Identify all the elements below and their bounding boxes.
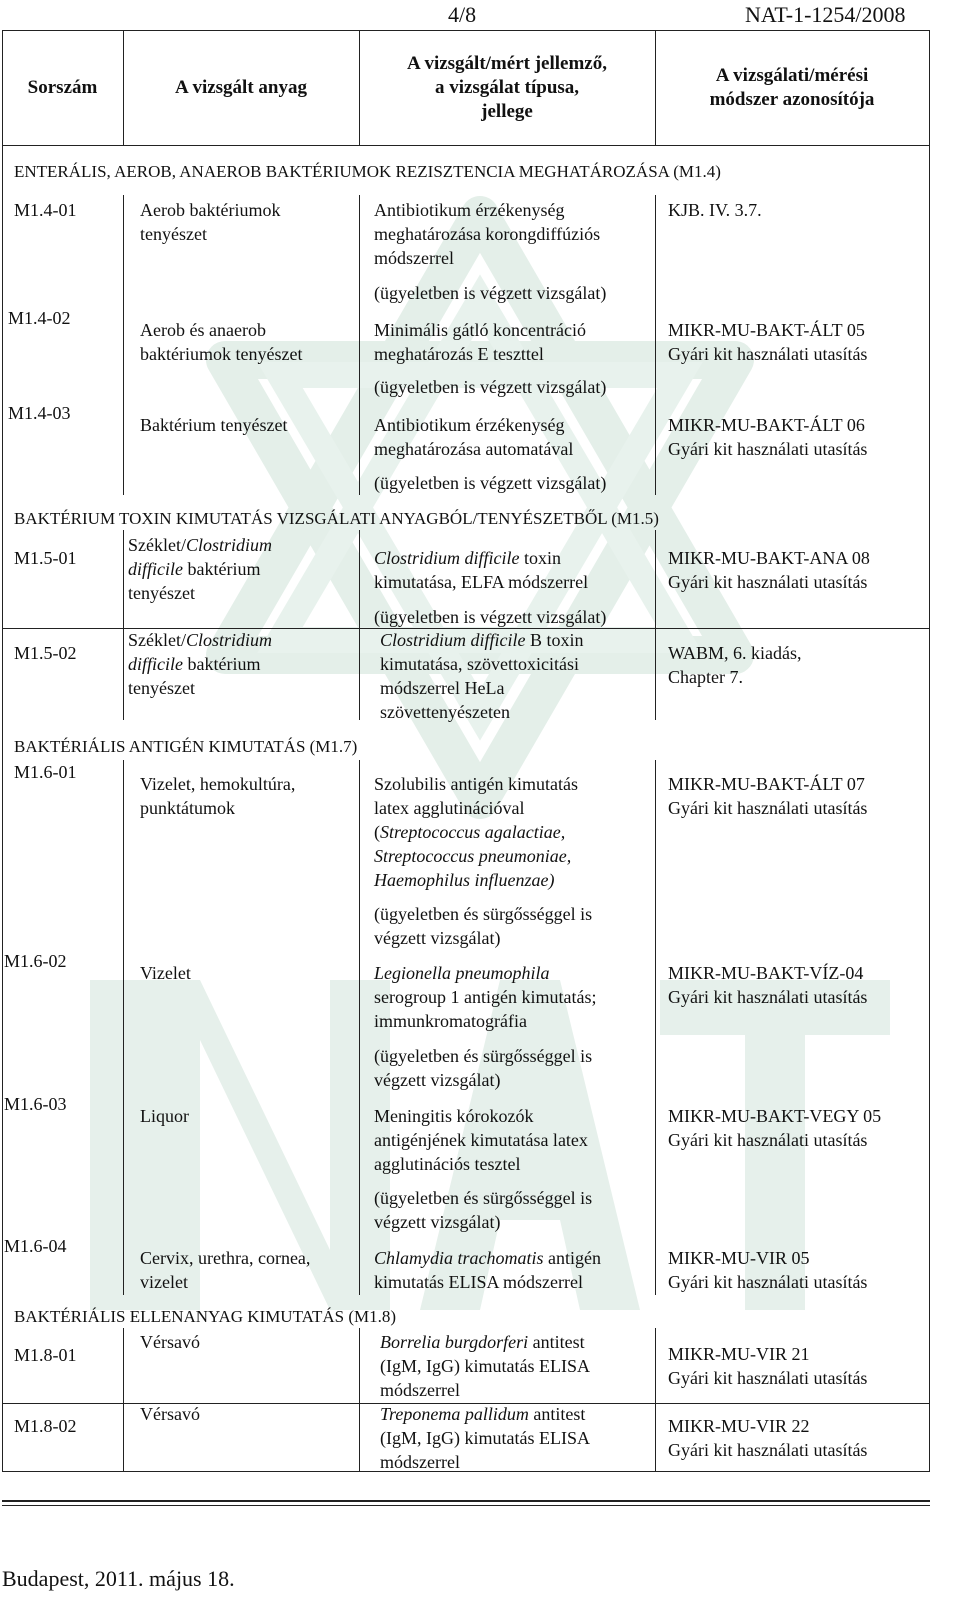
property-line: agglutinációs tesztel <box>374 1154 521 1174</box>
col-divider-2 <box>359 1328 360 1472</box>
property-line: Borrelia burgdorferi antitest <box>380 1332 585 1352</box>
col-divider-1 <box>123 760 124 1295</box>
header-jellemzo-line2: a vizsgálat típusa, <box>434 77 580 98</box>
row-id: M1.4-02 <box>8 308 71 328</box>
material-line: vizelet <box>140 1272 188 1292</box>
duty-note: (ügyeletben is végzett vizsgálat) <box>374 607 607 627</box>
property-line: kimutatás ELISA módszerrel <box>374 1272 583 1292</box>
material-line: difficile baktérium <box>128 654 261 674</box>
method-line: WABM, 6. kiadás, <box>668 643 802 663</box>
property-line: Clostridium difficile toxin <box>374 548 562 568</box>
property-line: meghatározás E teszttel <box>374 344 544 364</box>
property-line: antigénjének kimutatása latex <box>374 1130 588 1150</box>
material-line: Vérsavó <box>140 1332 200 1352</box>
method-line: Gyári kit használati utasítás <box>668 344 868 364</box>
document-id: NAT-1-1254/2008 <box>745 2 906 27</box>
method-line: Gyári kit használati utasítás <box>668 439 868 459</box>
material-line: Baktérium tenyészet <box>140 415 288 435</box>
section-title-m1-7: BAKTÉRIÁLIS ANTIGÉN KIMUTATÁS (M1.7) <box>14 737 358 756</box>
col-divider-1 <box>123 530 124 720</box>
property-line: Legionella pneumophila <box>374 963 550 983</box>
method-line: MIKR-MU-VIR 22 <box>668 1416 810 1436</box>
header-jellemzo-line1: A vizsgált/mért jellemző, <box>407 53 607 74</box>
property-line: kimutatása, szövettoxicitási <box>380 654 579 674</box>
method-line: MIKR-MU-BAKT-ÁLT 05 <box>668 320 865 340</box>
method-line: Gyári kit használati utasítás <box>668 1130 868 1150</box>
col-divider-2 <box>359 760 360 1295</box>
col-divider-3 <box>655 195 656 495</box>
row-id: M1.6-02 <box>4 951 67 971</box>
property-line: Haemophilus influenzae) <box>374 870 555 890</box>
header-vizsgalt-anyag: A vizsgált anyag <box>175 77 307 98</box>
method-line: MIKR-MU-BAKT-ANA 08 <box>668 548 870 568</box>
property-line: Streptococcus pneumoniae, <box>374 846 572 866</box>
property-line: meghatározása korongdiffúziós <box>374 224 601 244</box>
material-line: Aerob baktériumok <box>140 200 281 220</box>
row-id: M1.6-04 <box>4 1236 67 1256</box>
method-line: MIKR-MU-BAKT-VÍZ-04 <box>668 963 864 983</box>
material-line: Cervix, urethra, cornea, <box>140 1248 311 1268</box>
property-line: kimutatása, ELFA módszerrel <box>374 572 589 592</box>
footer-date: Budapest, 2011. május 18. <box>2 1566 235 1591</box>
property-line: Antibiotikum érzékenység <box>374 415 565 435</box>
row-id: M1.8-02 <box>14 1416 77 1436</box>
row-id: M1.4-01 <box>14 200 77 220</box>
material-line: Széklet/Clostridium <box>128 630 273 650</box>
method-line: Gyári kit használati utasítás <box>668 1368 868 1388</box>
section-title-m1-5: BAKTÉRIUM TOXIN KIMUTATÁS VIZSGÁLATI ANYAGBÓL/TENYÉSZETBŐL (M1.5) <box>14 509 659 528</box>
material-line: Vérsavó <box>140 1404 200 1424</box>
method-line: MIKR-MU-BAKT-VEGY 05 <box>668 1106 882 1126</box>
material-line: Vizelet, hemokultúra, <box>140 774 296 794</box>
row-id: M1.4-03 <box>8 403 71 423</box>
method-line: Chapter 7. <box>668 667 743 687</box>
property-line: szövettenyészeten <box>380 702 510 722</box>
material-line: Aerob és anaerob <box>140 320 266 340</box>
property-line: módszerrel <box>374 248 454 268</box>
row-id: M1.5-01 <box>14 548 77 568</box>
method-line: Gyári kit használati utasítás <box>668 987 868 1007</box>
material-line: Vizelet <box>140 963 191 983</box>
property-line: (IgM, IgG) kimutatás ELISA <box>380 1356 590 1376</box>
property-line: Minimális gátló koncentráció <box>374 320 586 340</box>
property-line: módszerrel HeLa <box>380 678 505 698</box>
footer-rule <box>2 1500 930 1502</box>
row-id: M1.5-02 <box>14 643 77 663</box>
method-line: MIKR-MU-BAKT-ÁLT 06 <box>668 415 865 435</box>
duty-note: (ügyeletben és sürgősséggel is <box>374 1188 593 1208</box>
property-line: Antibiotikum érzékenység <box>374 200 565 220</box>
property-line: immunkromatográfia <box>374 1011 527 1031</box>
duty-note: (ügyeletben és sürgősséggel is <box>374 904 593 924</box>
method-line: Gyári kit használati utasítás <box>668 572 868 592</box>
col-divider-3 <box>655 530 656 720</box>
property-line: (IgM, IgG) kimutatás ELISA <box>380 1428 590 1448</box>
duty-note: (ügyeletben és sürgősséggel is <box>374 1046 593 1066</box>
table-left-border <box>2 30 3 1472</box>
material-line: punktátumok <box>140 798 235 818</box>
method-line: KJB. IV. 3.7. <box>668 200 762 220</box>
row-id: M1.6-03 <box>4 1094 67 1114</box>
duty-note: végzett vizsgálat) <box>374 928 501 948</box>
row-id: M1.8-01 <box>14 1345 77 1365</box>
duty-note: (ügyeletben is végzett vizsgálat) <box>374 283 607 303</box>
col-divider-3 <box>655 760 656 1295</box>
duty-note: (ügyeletben is végzett vizsgálat) <box>374 377 607 397</box>
material-line: tenyészet <box>128 583 195 603</box>
property-line: (Streptococcus agalactiae, <box>374 822 566 842</box>
col-divider-2 <box>359 195 360 495</box>
material-line: Széklet/Clostridium <box>128 535 273 555</box>
col-divider-1 <box>123 1328 124 1472</box>
section-title-m1-8: BAKTÉRIÁLIS ELLENANYAG KIMUTATÁS (M1.8) <box>14 1307 397 1326</box>
col-divider-3 <box>655 1328 656 1472</box>
property-line: meghatározása automatával <box>374 439 574 459</box>
duty-note: végzett vizsgálat) <box>374 1070 501 1090</box>
col-divider-1 <box>123 195 124 495</box>
footer-rule <box>2 1505 930 1506</box>
page-number: 4/8 <box>448 2 477 27</box>
table-right-border <box>929 30 930 1472</box>
material-line: tenyészet <box>140 224 207 244</box>
method-line: MIKR-MU-VIR 21 <box>668 1344 810 1364</box>
row-id: M1.6-01 <box>14 762 77 782</box>
header-bottom-border <box>2 145 930 146</box>
property-line: latex agglutinációval <box>374 798 525 818</box>
property-line: Szolubilis antigén kimutatás <box>374 774 578 794</box>
section-title-m1-4: ENTERÁLIS, AEROB, ANAEROB BAKTÉRIUMOK REZISZTENCIA MEGHATÁROZÁSA (M1.4) <box>14 162 721 181</box>
material-line: difficile baktérium <box>128 559 261 579</box>
duty-note: végzett vizsgálat) <box>374 1212 501 1232</box>
property-line: Chlamydia trachomatis antigén <box>374 1248 601 1268</box>
method-line: Gyári kit használati utasítás <box>668 1272 868 1292</box>
method-line: Gyári kit használati utasítás <box>668 1440 868 1460</box>
method-line: MIKR-MU-VIR 05 <box>668 1248 810 1268</box>
header-modszer-line2: módszer azonosítója <box>709 89 875 110</box>
property-line: Treponema pallidum antitest <box>380 1404 586 1424</box>
header-modszer-line1: A vizsgálati/mérési <box>715 65 869 86</box>
header-jellemzo-line3: jellege <box>481 101 533 122</box>
material-line: baktériumok tenyészet <box>140 344 303 364</box>
property-line: módszerrel <box>380 1380 460 1400</box>
material-line: Liquor <box>140 1106 189 1126</box>
property-line: módszerrel <box>380 1452 460 1472</box>
duty-note: (ügyeletben is végzett vizsgálat) <box>374 473 607 493</box>
property-line: serogroup 1 antigén kimutatás; <box>374 987 597 1007</box>
table-bottom-border <box>2 1471 930 1472</box>
method-line: MIKR-MU-BAKT-ÁLT 07 <box>668 774 865 794</box>
table-top-border <box>2 30 930 31</box>
method-line: Gyári kit használati utasítás <box>668 798 868 818</box>
material-line: tenyészet <box>128 678 195 698</box>
property-line: Clostridium difficile B toxin <box>380 630 584 650</box>
property-line: Meningitis kórokozók <box>374 1106 534 1126</box>
col-divider-2 <box>359 530 360 720</box>
header-sorszam: Sorszám <box>27 77 98 98</box>
